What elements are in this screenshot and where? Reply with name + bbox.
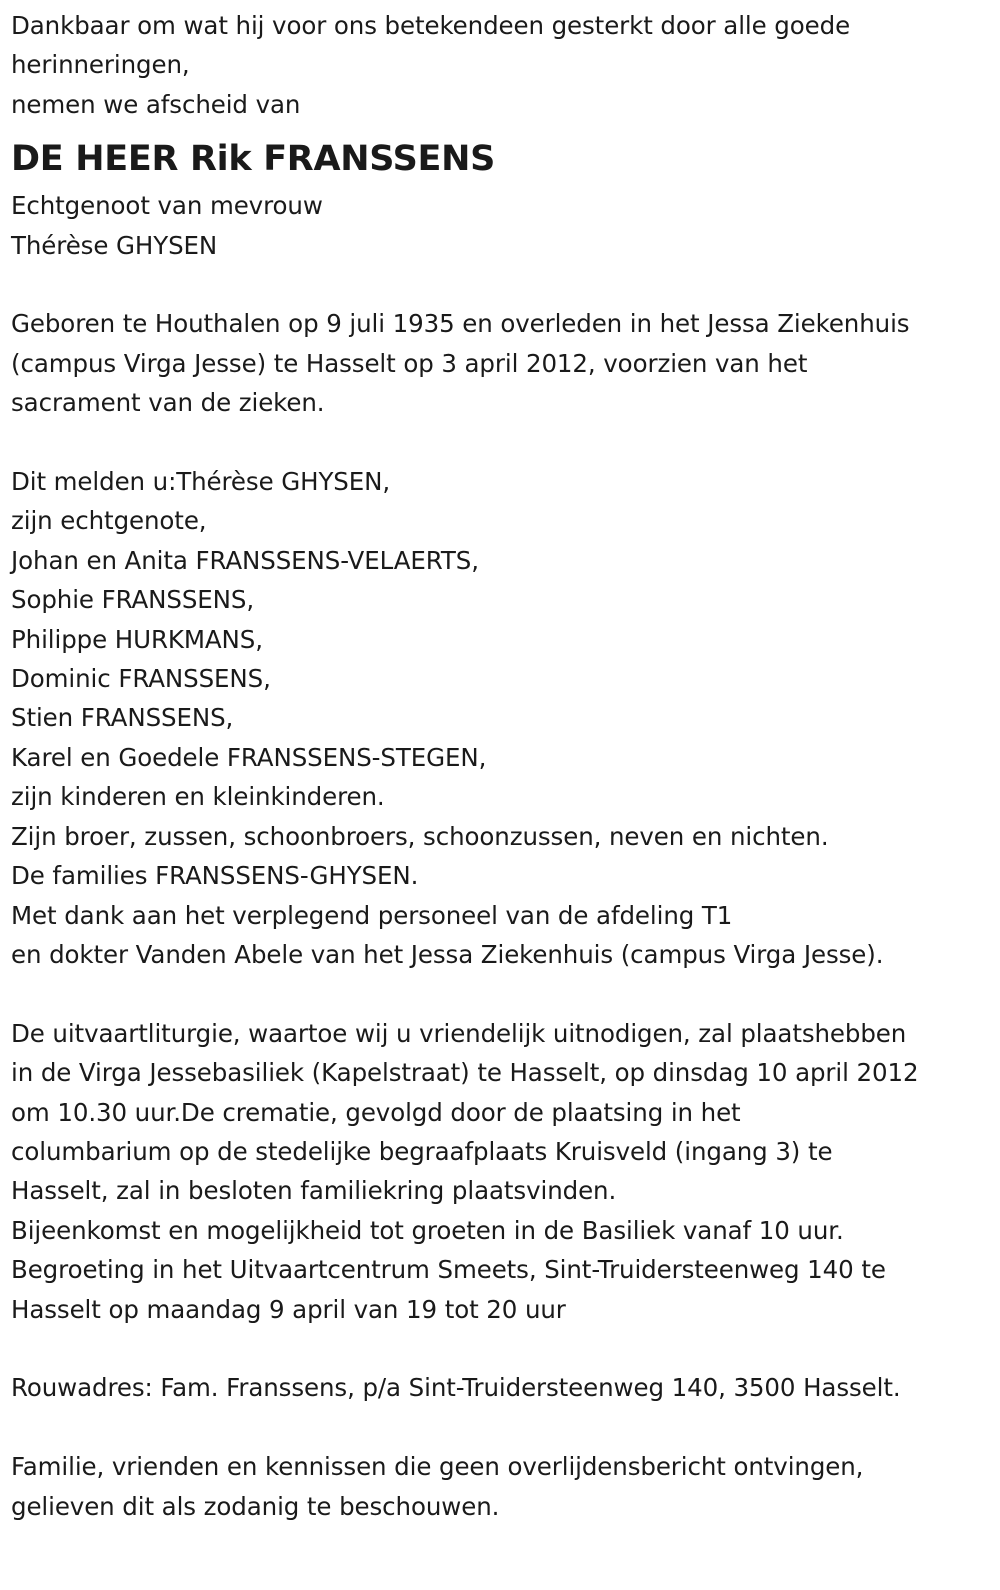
announcer-line: Stien FRANSSENS, [11, 703, 234, 733]
obituary-notice [11, 6, 989, 1526]
ceremony-line: om 10.30 uur.De crematie, gevolgd door de plaatsing in het [11, 1097, 741, 1127]
closing-line: Familie, vrienden en kennissen die geen overlijdensbericht ontvingen, [11, 1452, 864, 1482]
birth-death-line: Geboren te Houthalen op 9 juli 1935 en overleden in het Jessa Ziekenhuis [11, 309, 910, 339]
mourning-address: Rouwadres: Fam. Franssens, p/a Sint-Truidersteenweg 140, 3500 Hasselt. [11, 1373, 901, 1403]
spouse-line: Echtgenoot van mevrouw [11, 191, 323, 221]
spacer [11, 265, 989, 304]
announcer-line: Sophie FRANSSENS, [11, 585, 255, 615]
ceremony-line: Hasselt, zal in besloten familiekring plaatsvinden. [11, 1176, 617, 1206]
announcer-line: Johan en Anita FRANSSENS-VELAERTS, [11, 545, 479, 575]
announcer-line: Dit melden u:Thérèse GHYSEN, [11, 467, 391, 497]
announcers-paragraph [11, 462, 989, 974]
announcer-line: Met dank aan het verplegend personeel van de afdeling T1 [11, 900, 733, 930]
announcer-line: en dokter Vanden Abele van het Jessa Ziekenhuis (campus Virga Jesse). [11, 939, 884, 969]
ceremony-line: columbarium op de stedelijke begraafplaats Kruisveld (ingang 3) te [11, 1136, 833, 1166]
closing-paragraph [11, 1447, 989, 1526]
intro-paragraph [11, 6, 989, 124]
announcer-line: zijn kinderen en kleinkinderen. [11, 782, 385, 812]
birth-death-paragraph [11, 304, 989, 422]
ceremony-line: Begroeting in het Uitvaartcentrum Smeets, Sint-Truidersteenweg 140 te [11, 1255, 886, 1285]
birth-death-line: sacrament van de zieken. [11, 388, 325, 418]
spacer [11, 974, 989, 1013]
spouse-line: Thérèse GHYSEN [11, 230, 218, 260]
ceremony-line: Hasselt op maandag 9 april van 19 tot 20 uur [11, 1294, 566, 1324]
announcer-line: Zijn broer, zussen, schoonbroers, schoonzussen, neven en nichten. [11, 821, 829, 851]
announcer-line: De families FRANSSENS-GHYSEN. [11, 861, 419, 891]
spacer [11, 1329, 989, 1368]
ceremony-line: Bijeenkomst en mogelijkheid tot groeten in de Basiliek vanaf 10 uur. [11, 1215, 844, 1245]
intro-line: Dankbaar om wat hij voor ons betekendeen gesterkt door alle goede [11, 11, 851, 40]
ceremony-line: De uitvaartliturgie, waartoe wij u vriendelijk uitnodigen, zal plaatshebben [11, 1018, 907, 1048]
closing-line: gelieven dit als zodanig te beschouwen. [11, 1491, 500, 1521]
announcer-line: Dominic FRANSSENS, [11, 664, 271, 694]
announcer-line: zijn echtgenote, [11, 506, 207, 536]
announcer-line: Karel en Goedele FRANSSENS-STEGEN, [11, 742, 487, 772]
spacer [11, 423, 989, 462]
birth-death-line: (campus Virga Jesse) te Hasselt op 3 april 2012, voorzien van het [11, 348, 808, 378]
spacer [11, 1408, 989, 1447]
announcer-line: Philippe HURKMANS, [11, 624, 263, 654]
ceremony-paragraph [11, 1014, 989, 1329]
intro-line: herinneringen, [11, 50, 190, 80]
spouse-paragraph [11, 186, 989, 265]
ceremony-line: in de Virga Jessebasiliek (Kapelstraat) te Hasselt, op dinsdag 10 april 2012 [11, 1058, 919, 1088]
deceased-name: DE HEER Rik FRANSSENS [11, 139, 495, 180]
intro-line: nemen we afscheid van [11, 89, 301, 119]
